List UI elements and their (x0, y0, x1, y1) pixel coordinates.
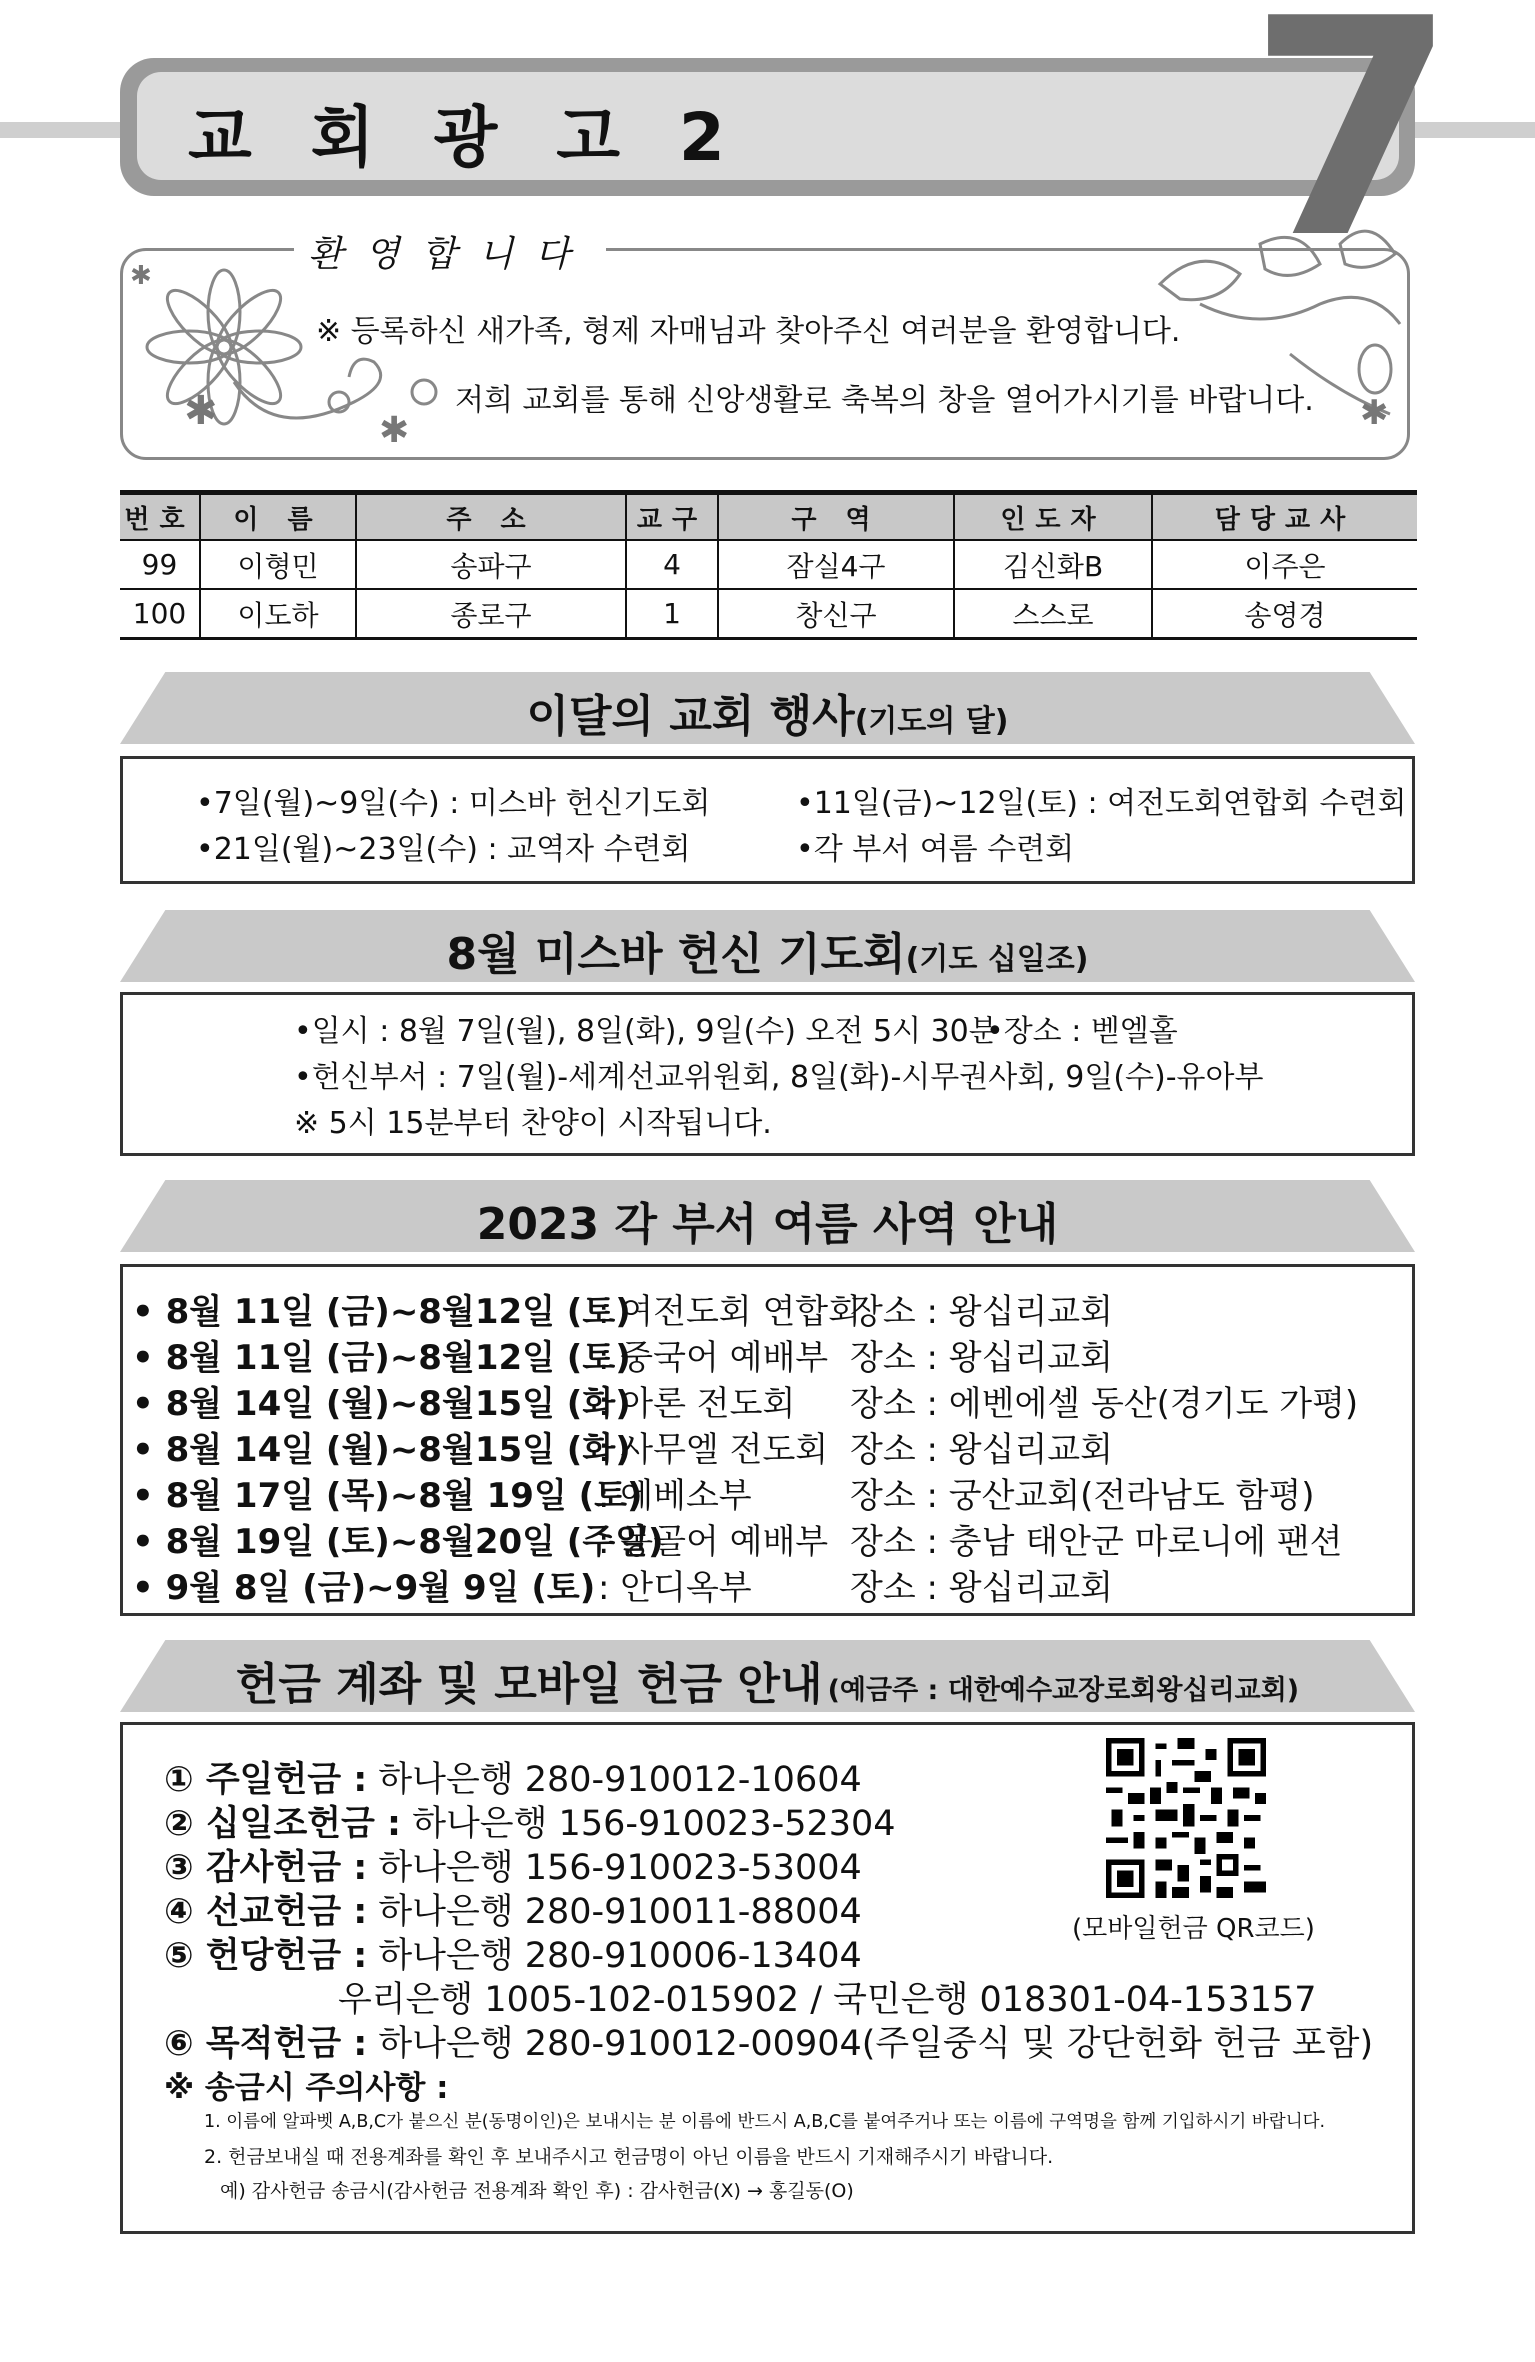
table-cell: 이형민 (200, 540, 356, 589)
page-title: 교 회 광 고 2 (188, 99, 743, 176)
summer-title: 2023 각 부서 여름 사역 안내 (476, 1199, 1059, 1250)
svg-text:✱: ✱ (1360, 393, 1389, 433)
table-cell: 송영경 (1152, 589, 1417, 639)
table-header-row (120, 493, 1417, 541)
svg-text:✱: ✱ (184, 388, 218, 434)
table-row (120, 589, 1417, 639)
account-row: ⑤ 헌당헌금 : 하나은행 280-910006-13404 (164, 1936, 862, 1976)
column-header: 번호 (120, 493, 200, 541)
account-row: ③ 감사헌금 : 하나은행 156-910023-53004 (164, 1848, 862, 1888)
table-cell: 종로구 (356, 589, 626, 639)
flower-ornament-icon (124, 252, 544, 457)
page-number: 7 (1248, 0, 1457, 304)
account-row: ⑥ 목적헌금 : 하나은행 280-910012-00904(주일중식 및 강단헌화 헌금 포함) (164, 2024, 1374, 2064)
account-row: ② 십일조헌금 : 하나은행 156-910023-52304 (164, 1804, 896, 1844)
mizpah-place: •장소 : 벧엘홀 (986, 1014, 1178, 1049)
event-item: •7일(월)~9일(수) : 미스바 헌신기도회 (196, 786, 711, 821)
table-cell: 1 (626, 589, 718, 639)
table-cell: 김신화B (954, 540, 1152, 589)
column-header: 이 름 (200, 493, 356, 541)
column-header: 교구 (626, 493, 718, 541)
table-cell: 이도하 (200, 589, 356, 639)
column-header: 담당교사 (1152, 493, 1417, 541)
table-cell: 99 (120, 540, 200, 589)
column-header: 인도자 (954, 493, 1152, 541)
qr-code-icon[interactable] (1106, 1738, 1266, 1898)
table-cell: 100 (120, 589, 200, 639)
table-row (120, 540, 1417, 589)
event-item: •11일(금)~12일(토) : 여전도회연합회 수련회 (796, 786, 1407, 821)
column-header: 구 역 (718, 493, 954, 541)
table-cell: 송파구 (356, 540, 626, 589)
table-cell: 스스로 (954, 589, 1152, 639)
table-cell: 4 (626, 540, 718, 589)
notice-title: ※ 송금시 주의사항 : (164, 2070, 449, 2106)
event-item: •각 부서 여름 수련회 (796, 832, 1075, 867)
notice-item: 1. 이름에 알파벳 A,B,C가 붙으신 분(동명이인)은 보내시는 분 이름에 반드시 A,B,C를 붙여주거나 또는 이름에 구역명을 함께 기입하시기 바랍니다. (204, 2112, 1326, 2132)
table-cell: 잠실4구 (718, 540, 954, 589)
qr-caption: (모바일헌금 QR코드) (1072, 1914, 1315, 1944)
table-cell: 이주은 (1152, 540, 1417, 589)
welcome-title: 환영합니다 (294, 226, 606, 277)
notice-item: 예) 감사헌금 송금시(감사헌금 전용계좌 확인 후) : 감사헌금(X) → 홍길동(O) (220, 2180, 854, 2202)
svg-text:✱: ✱ (130, 261, 152, 291)
new-members-table (120, 490, 1417, 640)
event-item: •21일(월)~23일(수) : 교역자 수련회 (196, 832, 691, 867)
mizpah-title: 8월 미스바 헌신 기도회(기도 십일조) (446, 929, 1089, 980)
welcome-line: ※ 등록하신 새가족, 형제 자매님과 찾아주신 여러분을 환영합니다. (316, 314, 1181, 349)
svg-text:✱: ✱ (379, 410, 410, 451)
mizpah-note: ※ 5시 15분부터 찬양이 시작됩니다. (294, 1106, 772, 1141)
account-row: 우리은행 1005-102-015902 / 국민은행 018301-04-153157 (338, 1980, 1317, 2020)
notice-item: 2. 헌금보내실 때 전용계좌를 확인 후 보내주시고 헌금명이 아닌 이름을 반드시 기재해주시기 바랍니다. (204, 2146, 1054, 2168)
column-header: 주 소 (356, 493, 626, 541)
welcome-line: 저희 교회를 통해 신앙생활로 축복의 창을 열어가시기를 바랍니다. (455, 383, 1314, 418)
offering-title: 헌금 계좌 및 모바일 헌금 안내 (예금주 : 대한예수교장로회왕십리교회) (235, 1659, 1300, 1710)
account-row: ① 주일헌금 : 하나은행 280-910012-10604 (164, 1760, 862, 1800)
events-title: 이달의 교회 행사(기도의 달) (526, 691, 1009, 742)
mizpah-datetime: •일시 : 8월 7일(월), 8일(화), 9일(수) 오전 5시 30분 (294, 1014, 998, 1049)
mizpah-departments: •헌신부서 : 7일(월)-세계선교위원회, 8일(화)-시무권사회, 9일(수)-유아부 (294, 1060, 1264, 1095)
account-row: ④ 선교헌금 : 하나은행 280-910011-88004 (164, 1892, 862, 1932)
table-cell: 창신구 (718, 589, 954, 639)
